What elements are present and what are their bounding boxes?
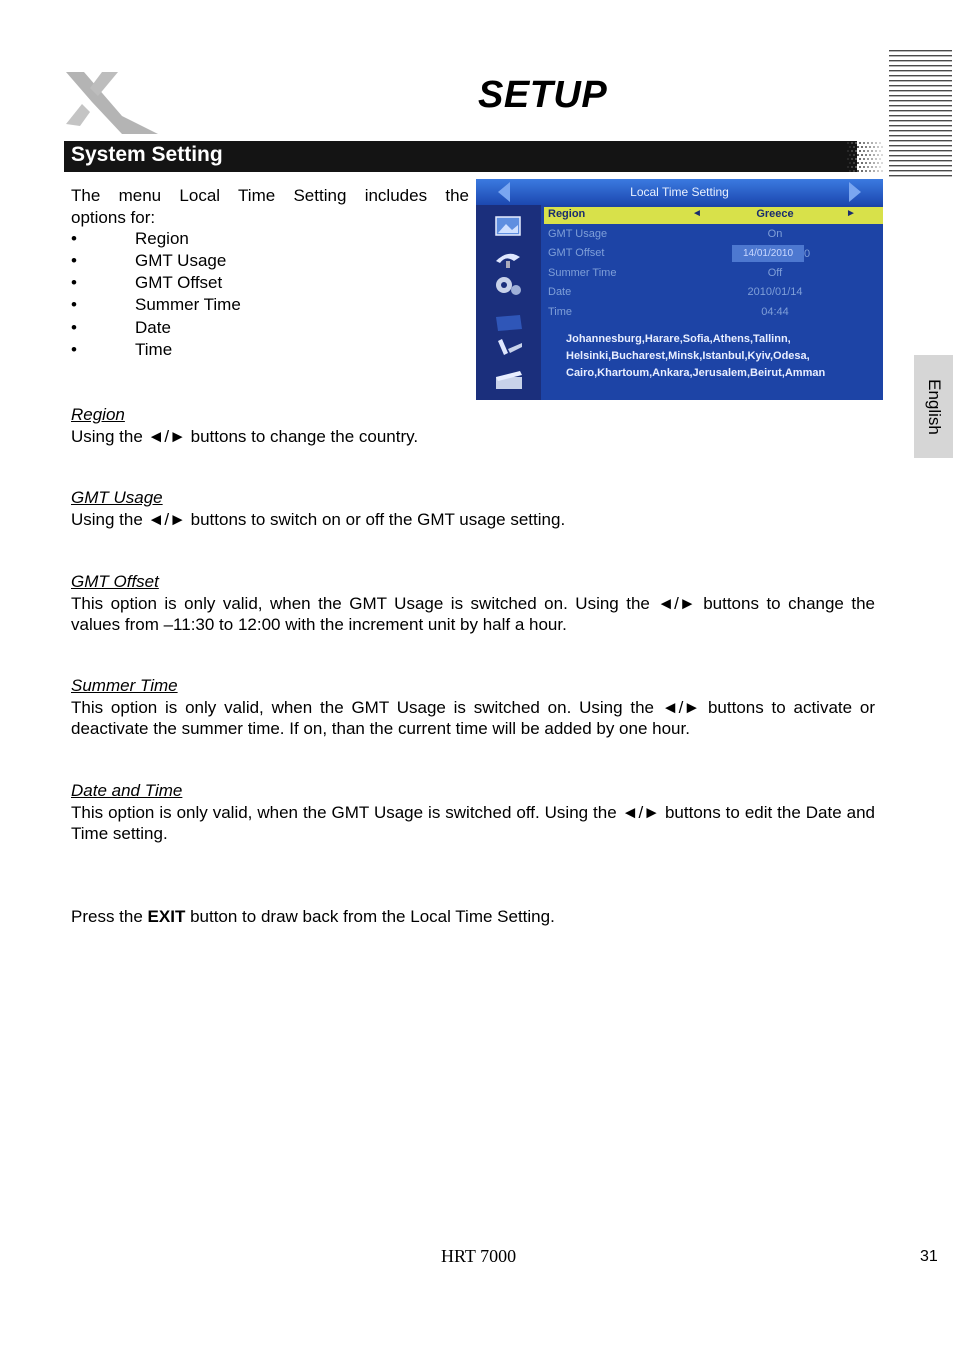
menu-row-value: 04:44 — [761, 306, 789, 318]
menu-title-bar — [476, 179, 883, 205]
pattern-dot — [877, 170, 879, 172]
section-heading: Region — [71, 405, 125, 424]
decorative-dot-pattern — [843, 141, 883, 172]
list-item: • Date — [71, 318, 171, 337]
pattern-dot — [865, 162, 867, 164]
pattern-dot — [843, 158, 845, 160]
stripe-line — [889, 155, 952, 156]
stripe-line — [889, 75, 952, 76]
stripe-line — [889, 55, 952, 56]
stripe-line — [889, 125, 952, 126]
pattern-dot — [863, 166, 865, 168]
menu-row-value-tail: 0 — [804, 248, 811, 260]
menu-title: Local Time Setting — [630, 185, 729, 199]
pattern-dot — [881, 162, 883, 164]
stripe-line — [889, 130, 952, 131]
stripe-line — [889, 60, 952, 61]
menu-row-label[interactable]: Date — [548, 286, 572, 298]
stripe-line — [889, 150, 952, 151]
pattern-dot — [863, 150, 865, 152]
stripe-line — [889, 175, 952, 176]
stripe-line — [889, 70, 952, 71]
stripe-line — [889, 120, 952, 121]
stripe-line — [889, 50, 952, 51]
pattern-dot — [855, 142, 857, 144]
pattern-dot — [881, 170, 883, 172]
pattern-dot — [859, 142, 861, 144]
pattern-dot — [857, 170, 859, 172]
pattern-dot — [855, 150, 857, 152]
pattern-dot — [875, 150, 877, 152]
pattern-dot — [871, 150, 873, 152]
pattern-dot — [849, 146, 851, 148]
pattern-dot — [863, 142, 865, 144]
pattern-dot — [869, 170, 871, 172]
language-tab-label: English — [924, 378, 944, 435]
menu-row-value: 2010/01/14 — [747, 286, 803, 298]
stripe-line — [889, 80, 952, 81]
pattern-dot — [853, 146, 855, 148]
gear-icon — [492, 275, 526, 297]
pattern-dot — [877, 162, 879, 164]
pattern-dot — [847, 142, 849, 144]
list-item: • GMT Offset — [71, 273, 223, 292]
pattern-dot — [881, 146, 883, 148]
section-text: Using the ◄/► buttons to switch on or off the GMT usage setting. — [71, 510, 566, 529]
footer-model: HRT 7000 — [441, 1246, 517, 1266]
menu-row-label[interactable]: Region — [548, 208, 586, 220]
pattern-dot — [865, 146, 867, 148]
arrow-right-icon: ► — [846, 208, 856, 219]
pattern-dot — [851, 142, 853, 144]
page-title: SETUP — [478, 74, 608, 116]
pattern-dot — [861, 170, 863, 172]
stripe-line — [889, 90, 952, 91]
menu-row-label[interactable]: GMT Usage — [548, 228, 608, 240]
list-item: • Region — [71, 229, 189, 248]
stripe-line — [889, 145, 952, 146]
pattern-dot — [849, 162, 851, 164]
pattern-dot — [869, 162, 871, 164]
pattern-dot — [867, 142, 869, 144]
pattern-dot — [879, 166, 881, 168]
stripe-line — [889, 100, 952, 101]
pattern-dot — [867, 166, 869, 168]
pattern-dot — [871, 158, 873, 160]
pattern-dot — [853, 162, 855, 164]
pattern-dot — [875, 166, 877, 168]
pattern-dot — [857, 154, 859, 156]
stripe-line — [889, 65, 952, 66]
satellite-icon — [492, 247, 526, 269]
menu-row-label[interactable]: Summer Time — [548, 267, 617, 279]
pattern-dot — [859, 150, 861, 152]
pattern-dot — [843, 142, 845, 144]
pattern-dot — [851, 158, 853, 160]
pattern-dot — [869, 146, 871, 148]
intro-line: options for: — [71, 208, 156, 227]
stripe-line — [889, 165, 952, 166]
clapperboard-icon — [492, 369, 526, 391]
decorative-stripes — [889, 50, 952, 178]
pattern-dot — [853, 154, 855, 156]
pattern-dot — [873, 170, 875, 172]
pattern-dot — [847, 166, 849, 168]
section-heading: Summer Time — [71, 676, 178, 695]
stripe-line — [889, 95, 952, 96]
pattern-dot — [871, 166, 873, 168]
arrow-left-icon: ◄ — [692, 208, 702, 219]
pattern-dot — [865, 170, 867, 172]
pattern-dot — [871, 142, 873, 144]
menu-row-label[interactable]: GMT Offset — [548, 247, 605, 259]
menu-row-value: Off — [767, 267, 783, 279]
pattern-dot — [845, 162, 847, 164]
pattern-dot — [879, 150, 881, 152]
pattern-dot — [867, 150, 869, 152]
pattern-dot — [879, 142, 881, 144]
section-text: This option is only valid, when the GMT Usage is switched on. Using the ◄/► buttons to activate or deactivate the summer time. If on, than the current time will be added by one hour. — [71, 698, 875, 738]
stripe-line — [889, 140, 952, 141]
pattern-dot — [861, 154, 863, 156]
pattern-dot — [859, 158, 861, 160]
pattern-dot — [843, 150, 845, 152]
pattern-dot — [847, 158, 849, 160]
timezone-cities: Johannesburg,Harare,Sofia,Athens,Tallinn, Helsinki,Bucharest,Minsk,Istanbul,Kyiv,Odesa, Cairo,Khartoum,Ankara,Jerusalem,Beirut,Amman — [566, 333, 826, 379]
pattern-dot — [877, 154, 879, 156]
stripe-line — [889, 170, 952, 171]
pattern-dot — [853, 170, 855, 172]
pattern-dot — [849, 154, 851, 156]
pattern-dot — [877, 146, 879, 148]
pattern-dot — [881, 154, 883, 156]
pattern-dot — [861, 162, 863, 164]
folder-icon — [492, 311, 526, 333]
stripe-line — [889, 115, 952, 116]
menu-screenshot — [476, 179, 883, 400]
pattern-dot — [845, 146, 847, 148]
pattern-dot — [855, 166, 857, 168]
pattern-dot — [875, 158, 877, 160]
list-item: • GMT Usage — [71, 251, 227, 270]
menu-row-value[interactable]: Greece — [756, 208, 794, 220]
tools-icon — [492, 337, 526, 359]
exit-note: Press the EXIT button to draw back from the Local Time Setting. — [71, 907, 555, 926]
pattern-dot — [851, 166, 853, 168]
stripe-line — [889, 85, 952, 86]
pattern-dot — [845, 170, 847, 172]
section-text: This option is only valid, when the GMT Usage is switched on. Using the ◄/► buttons to change the values from –11:30 to 12:00 with the increment unit by half a hour. — [71, 594, 875, 634]
section-title: System Setting — [71, 143, 223, 166]
menu-row-value: On — [767, 228, 783, 240]
pattern-dot — [855, 158, 857, 160]
pattern-dot — [851, 150, 853, 152]
stripe-line — [889, 110, 952, 111]
language-tab[interactable] — [914, 355, 953, 458]
pattern-dot — [843, 166, 845, 168]
list-item: • Summer Time — [71, 295, 241, 314]
menu-row-value: 14/01/2010 — [732, 245, 804, 262]
pattern-dot — [861, 146, 863, 148]
stripe-line — [889, 160, 952, 161]
pattern-dot — [865, 154, 867, 156]
section-heading: GMT Offset — [71, 572, 159, 591]
pattern-dot — [879, 158, 881, 160]
pattern-dot — [857, 146, 859, 148]
pattern-dot — [869, 154, 871, 156]
page-number: 31 — [920, 1248, 938, 1265]
picture-icon — [492, 215, 526, 237]
menu-row-label[interactable]: Time — [548, 306, 573, 318]
pattern-dot — [873, 154, 875, 156]
pattern-dot — [863, 158, 865, 160]
stripe-line — [889, 105, 952, 106]
stripe-line — [889, 135, 952, 136]
section-text: This option is only valid, when the GMT Usage is switched off. Using the ◄/► buttons to edit the Date and Time setting. — [71, 803, 875, 843]
pattern-dot — [875, 142, 877, 144]
section-heading: Date and Time — [71, 781, 183, 800]
pattern-dot — [849, 170, 851, 172]
pattern-dot — [873, 162, 875, 164]
arrow-right-icon — [849, 182, 861, 202]
pattern-dot — [845, 154, 847, 156]
pattern-dot — [847, 150, 849, 152]
list-item: • Time — [71, 340, 173, 359]
brand-logo — [62, 68, 162, 138]
section-text: Using the ◄/► buttons to change the country. — [71, 427, 419, 446]
intro-line: The menu Local Time Setting includes the — [71, 186, 469, 205]
selected-row-highlight — [544, 207, 883, 224]
pattern-dot — [857, 162, 859, 164]
section-heading: GMT Usage — [71, 488, 163, 507]
pattern-dot — [867, 158, 869, 160]
pattern-dot — [859, 166, 861, 168]
pattern-dot — [873, 146, 875, 148]
